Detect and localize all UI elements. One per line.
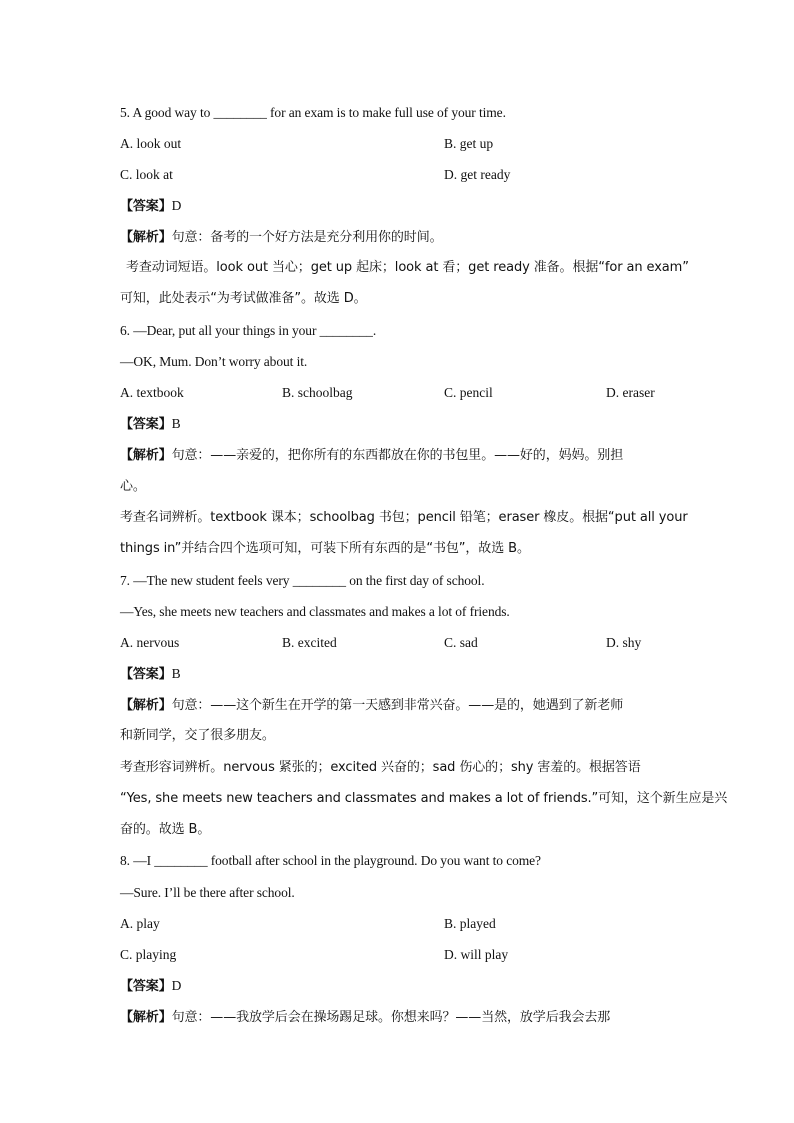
- q5-option-b: B. get up: [444, 136, 494, 151]
- q5-analysis-line-2: 考查动词短语。look out 当心；get up 起床；look at 看；get ready 准备。根据“for an exam”: [126, 260, 689, 275]
- q7-option-a: A. nervous: [120, 635, 180, 650]
- q8-analysis-line-1: 【解析】句意：——我放学后会在操场踢足球。你想来吗？——当然，放学后我会去那: [120, 1010, 611, 1025]
- question-8-stem: 8. —I ________ football after school in the playground. Do you want to come?: [120, 853, 541, 868]
- q8-option-c: C. playing: [120, 947, 177, 962]
- analysis-tag: 【解析】: [120, 1010, 172, 1025]
- q8-dialogue: —Sure. I’ll be there after school.: [120, 885, 295, 900]
- analysis-tag: 【解析】: [120, 230, 172, 245]
- q7-option-d: D. shy: [606, 635, 642, 650]
- question-7-stem: 7. —The new student feels very ________ on the first day of school.: [120, 573, 485, 588]
- q5-option-a: A. look out: [120, 136, 182, 151]
- q6-option-b: B. schoolbag: [282, 385, 353, 400]
- q6-option-a: A. textbook: [120, 385, 184, 400]
- answer-tag: 【答案】: [120, 979, 172, 994]
- answer-value: D: [171, 978, 182, 993]
- q7-dialogue: —Yes, she meets new teachers and classmates and makes a lot of friends.: [120, 604, 510, 619]
- q5-analysis-line-1: 【解析】句意：备考的一个好方法是充分利用你的时间。: [120, 230, 443, 245]
- q6-analysis-line-4: things in”并结合四个选项可知，可装下所有东西的是“书包”，故选 B。: [120, 541, 530, 556]
- analysis-tag: 【解析】: [120, 698, 172, 713]
- q6-option-d: D. eraser: [606, 385, 655, 400]
- q6-answer: [120, 415, 680, 434]
- q7-analysis-line-1: 【解析】句意：——这个新生在开学的第一天感到非常兴奋。——是的，她遇到了新老师: [120, 698, 624, 713]
- q5-option-c: C. look at: [120, 167, 173, 182]
- q6-analysis-line-3: 考查名词辨析。textbook 课本；schoolbag 书包；pencil 铅笔；eraser 橡皮。根据“put all your: [120, 510, 688, 525]
- q7-analysis-line-3: 考查形容词辨析。nervous 紧张的；excited 兴奋的；sad 伤心的；shy 害羞的。根据答语: [120, 760, 641, 775]
- q6-analysis-line-2: 心。: [120, 479, 146, 494]
- q8-option-d: D. will play: [444, 947, 509, 962]
- answer-value: D: [171, 198, 182, 213]
- q6-dialogue: —OK, Mum. Don’t worry about it.: [120, 354, 308, 369]
- answer-tag: 【答案】: [120, 199, 172, 214]
- q8-option-b: B. played: [444, 916, 496, 931]
- q8-answer: [120, 977, 680, 996]
- q7-option-b: B. excited: [282, 635, 337, 650]
- q7-analysis-line-5: 奋的。故选 B。: [120, 822, 211, 837]
- q7-analysis-line-2: 和新同学，交了很多朋友。: [120, 728, 275, 743]
- q7-answer: [120, 665, 680, 684]
- analysis-tag: 【解析】: [120, 448, 172, 463]
- answer-value: B: [171, 666, 181, 681]
- q5-option-d: D. get ready: [444, 167, 511, 182]
- q6-option-c: C. pencil: [444, 385, 493, 400]
- q7-analysis-line-4: “Yes, she meets new teachers and classmates and makes a lot of friends.”可知，这个新生应是兴: [120, 791, 728, 806]
- question-5-stem: 5. A good way to ________ for an exam is to make full use of your time.: [120, 105, 506, 120]
- q6-analysis-line-1: 【解析】句意：——亲爱的，把你所有的东西都放在你的书包里。——好的，妈妈。别担: [120, 448, 624, 463]
- answer-value: B: [171, 416, 181, 431]
- question-6-stem: 6. —Dear, put all your things in your ________.: [120, 323, 377, 338]
- q8-option-a: A. play: [120, 916, 160, 931]
- q7-option-c: C. sad: [444, 635, 478, 650]
- q5-analysis-line-3: 可知，此处表示“为考试做准备”。故选 D。: [120, 291, 367, 306]
- answer-tag: 【答案】: [120, 417, 172, 432]
- answer-tag: 【答案】: [120, 667, 172, 682]
- q5-answer: [120, 197, 680, 216]
